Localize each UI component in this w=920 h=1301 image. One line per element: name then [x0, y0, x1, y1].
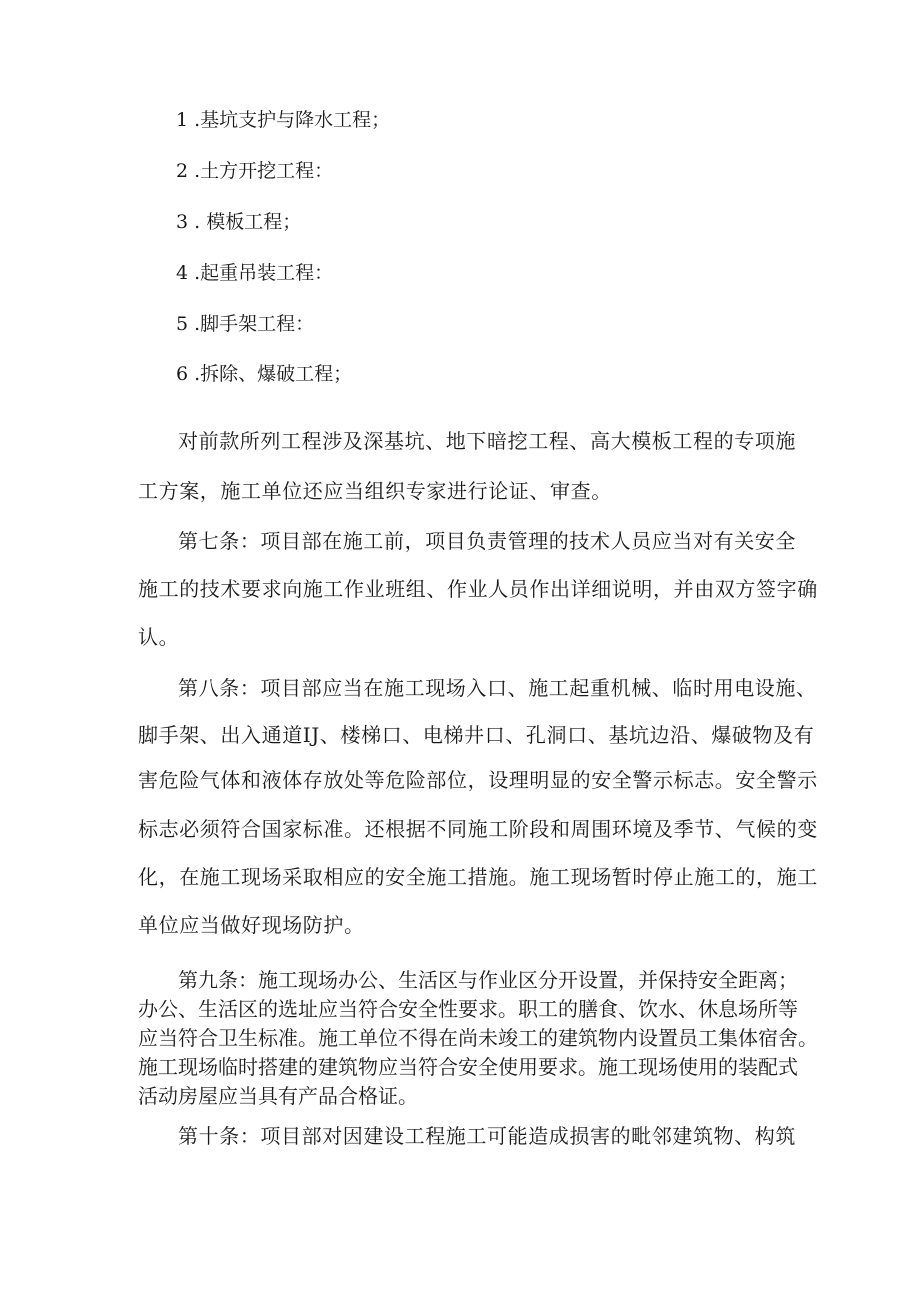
list-item: 4 .起重吊装工程： — [176, 262, 334, 284]
paragraph-line: 办公、生活区的选址应当符合安全性要求。职工的膳食、饮水、休息场所等 — [138, 997, 798, 1021]
paragraph-line: 认。 — [138, 625, 180, 649]
list-item: 1 .基坑支护与降水工程； — [176, 109, 391, 131]
paragraph-line: 第十条：项目部对因建设工程施工可能造成损害的毗邻建筑物、构筑 — [178, 1124, 796, 1148]
paragraph-line: 活动房屋应当具有产品合格证。 — [138, 1084, 418, 1108]
paragraph-line: 第九条：施工现场办公、生活区与作业区分开设置，并保持安全距离； — [178, 968, 798, 992]
paragraph-line: 害危险气体和液体存放处等危险部位，设理明显的安全警示标志。安全警示 — [138, 768, 818, 792]
paragraph-line: 第八条：项目部应当在施工现场入口、施工起重机械、临时用电设施、 — [178, 676, 817, 700]
paragraph-line: 单位应当做好现场防护。 — [138, 913, 365, 937]
paragraph-line: 第七条：项目部在施工前，项目负责管理的技术人员应当对有关安全 — [178, 529, 796, 553]
paragraph-line: 工方案，施工单位还应当组织专家进行论证、审查。 — [138, 479, 612, 503]
paragraph-line: 施工现场临时搭建的建筑物应当符合安全使用要求。施工现场使用的装配式 — [138, 1055, 798, 1079]
paragraph-line: 化，在施工现场采取相应的安全施工措施。施工现场暂时停止施工的，施工 — [138, 865, 818, 889]
paragraph-line: 对前款所列工程涉及深基坑、地下暗挖工程、高大模板工程的专项施 — [178, 429, 796, 453]
list-item: 2 .土方开挖工程： — [176, 160, 334, 182]
paragraph-line: 标志必须符合国家标准。还根据不同施工阶段和周围环境及季节、气候的变 — [138, 817, 818, 841]
paragraph-line: 脚手架、出入通道IJ、楼梯口、电梯井口、孔洞口、基坑边沿、爆破物及有 — [138, 723, 815, 747]
list-item: 3 . 模板工程； — [176, 211, 302, 233]
list-item: 6 .拆除、爆破工程； — [176, 363, 353, 385]
list-item: 5 .脚手架工程： — [176, 313, 315, 335]
paragraph-line: 应当符合卫生标准。施工单位不得在尚未竣工的建筑物内设置员工集体宿舍。 — [138, 1026, 818, 1050]
paragraph-line: 施工的技术要求向施工作业班组、作业人员作出详细说明，并由双方签字确 — [138, 577, 818, 601]
